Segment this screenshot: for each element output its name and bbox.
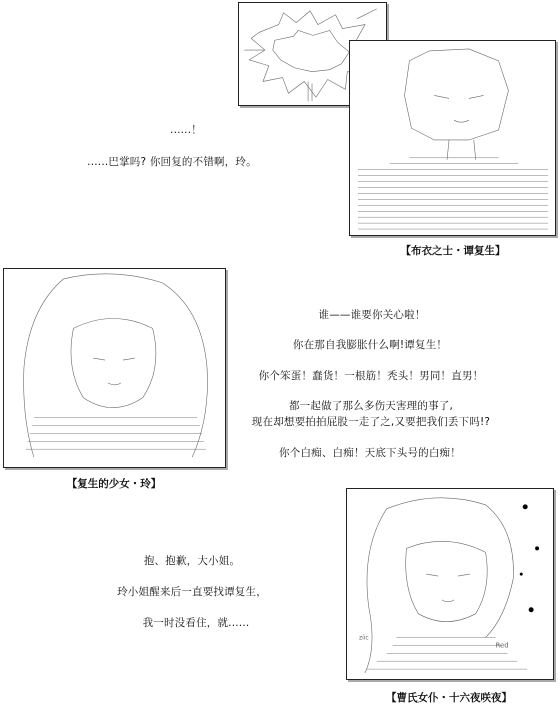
panel2-dialogue-line-5: 现在却想要拍拍屁股一走了之,又要把我们丢下吗!?	[251, 416, 491, 428]
panel1-caption: 【布衣之士・谭复生】	[400, 245, 506, 257]
ling-panel	[3, 268, 226, 468]
panel3-caption: 【曹氏女仆・十六夜咲夜】	[386, 692, 512, 704]
tan-fusheng-ascii-art	[350, 41, 555, 235]
panel1-dialogue-line-1: ......！	[170, 124, 202, 136]
panel2-dialogue-line-4: 都一起做了那么多伤天害理的事了,	[288, 400, 454, 412]
ling-ascii-art	[4, 269, 225, 467]
tan-fusheng-panel	[349, 40, 556, 236]
art-text-ziic: ziic	[358, 634, 369, 642]
panel3-dialogue-line-1: 抱、抱歉，大小姐。	[143, 555, 241, 567]
panel3-dialogue-line-3: 我一时没看住，就......	[142, 617, 250, 629]
panel1-dialogue-line-2: ......巴掌吗? 你回复的不错啊，玲。	[87, 156, 257, 168]
art-text-red: Red	[495, 641, 509, 650]
panel2-caption: 【复生的少女・玲】	[66, 478, 162, 490]
panel2-dialogue-line-6: 你个白痴、白痴！天底下头号的白痴！	[279, 447, 461, 459]
panel2-dialogue-line-3: 你个笨蛋！蠢货！一根筋！秃头！男同！直男！	[258, 370, 484, 382]
panel2-dialogue-line-2: 你在那自我膨胀什么啊!谭复生！	[292, 339, 448, 351]
panel2-dialogue-line-1: 谁——谁要你关心啦！	[318, 309, 426, 321]
sakuya-panel	[346, 488, 554, 680]
panel3-dialogue-line-2: 玲小姐醒来后一直要找谭复生，	[117, 586, 267, 598]
sakuya-ascii-art	[347, 489, 553, 679]
